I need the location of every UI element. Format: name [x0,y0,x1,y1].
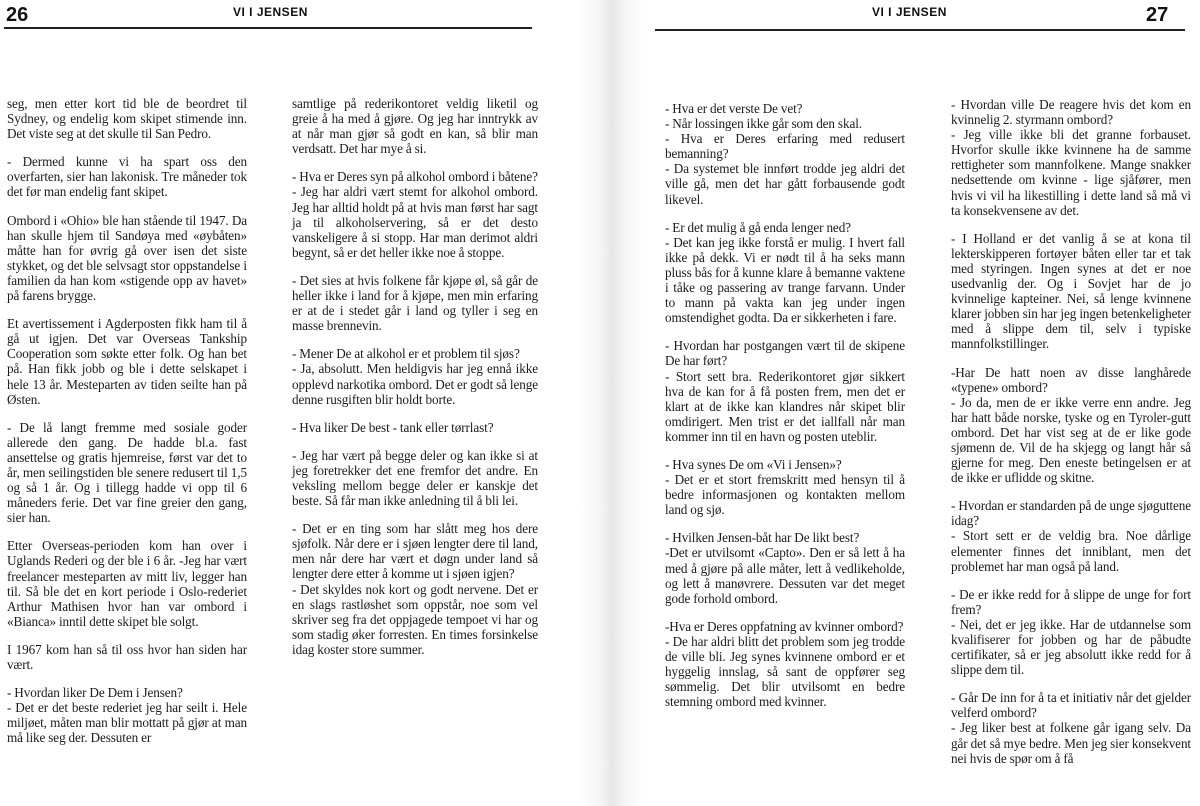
article-paragraph: - Dermed kunne vi ha spart oss den overfarten, sier han lakonisk. Tre måneder tok det før man endelig fant skipet. [7,154,247,200]
article-paragraph: - Hvordan liker De Dem i Jensen? - Det er det beste rederiet jeg har seilt i. Hele miljøet, måten man blir mottatt på gjør at man må like seg der. Dessuten er [7,685,247,746]
article-paragraph: - Hva er det verste De vet? - Når lossingen ikke går som den skal. - Hva er Deres erfaring med redusert bemanning? - Da systemet ble innført trodde jeg aldri det ville gå, men det har gått forbausende godt likevel. [665,101,905,207]
running-title-left: VI I JENSEN [233,5,308,19]
article-paragraph: - Jeg har vært på begge deler og kan ikke si at jeg foretrekker det ene fremfor det andre. En veksling mellom begge deler er kanskje det beste. Så får man ikke anledning til å bli lei. [292,447,538,509]
article-paragraph: - Det sies at hvis folkene får kjøpe øl, så går de heller ikke i land for å kjøpe, men min erfaring er at de i stedet går i land og tyller i seg en masse brennevin. [292,272,538,334]
article-paragraph: - Mener De at alkohol er et problem til sjøs? - Ja, absolutt. Men heldigvis har jeg ennå ikke opplevd narkotika ombord. Det er godt så lenge denne rusgiften blir holdt borte. [292,346,538,407]
article-paragraph: - Er det mulig å gå enda lenger ned? - Det kan jeg ikke forstå er mulig. I hvert fall ikke på dekk. Vi er nødt til å ha seks mann pluss bås for å kunne klare å bemanne vaktene i tåke og passering av trange farvann. Under to mann på vakta kan jeg under ingen omstendighet godta. Da er sikkerheten i fare. [665,219,905,326]
text-column-2 [292,96,538,657]
article-paragraph: seg, men etter kort tid ble de beordret til Sydney, og endelig kom skipet stimende inn. Det viste seg at det skulle til San Pedro. [7,96,247,142]
article-paragraph: - Det er en ting som har slått meg hos dere sjøfolk. Når dere er i sjøen lengter dere til land, men når dere har vært et døgn under land så lengter dere etter å komme ut i sjøen igjen? - Det skyldes nok kort og godt nervene. Det er en slags rastløshet som oppstår, noe som vel skriver seg fra det oppjagede tempoet vi har og som stadig øker forresten. En times forsinkelse idag koster store summer. [292,521,538,657]
text-column-4 [951,97,1191,766]
article-paragraph: - Hva er Deres syn på alkohol ombord i båtene? - Jeg har aldri vært stemt for alkohol ombord. Jeg har alltid holdt på at hvis man først har sagt ja til alkoholservering, så er det desto vanskeligere å si stopp. Har man derimot aldri begynt, så er det heller ikke noe å stoppe. [292,169,538,260]
article-paragraph: -Hva er Deres oppfatning av kvinner ombord? - De har aldri blitt det problem som jeg trodde de ville bli. Jeg synes kvinnene ombord er et hyggelig innslag, så sant de oppfører seg sømmelig. Det blir utvilsomt en bedre stemning ombord med kvinner. [665,618,905,710]
article-paragraph: - I Holland er det vanlig å se at kona til lekterskipperen fortøyer båten eller tar et tak med styringen. Ingen synes at det er noe usedvanlig der. Og i Sovjet har de jo kvinnelige kapteiner. Nei, så lenge kvinnene klarer jobben sin har jeg ingen betenkeligheter med å slippe dem til, selv i typiske mannfolkstillinger. [951,230,1191,352]
article-paragraph: samtlige på rederikontoret veldig liketil og greie å ha med å gjøre. Og jeg har inntrykk av at når man gjør så godt en kan, så blir man verdsatt. Det har mye å si. [292,96,538,157]
page-number-right: 27 [1146,4,1169,26]
article-paragraph: Ombord i «Ohio» ble han stående til 1947. Da han skulle hjem til Sandøya med «øybåten» måtte han for øvrig gå over isen det siste stykket, og det ble selvsagt stor oppstandelse i familien da han kom «stigende opp av havet» på farens brygge. [7,212,247,304]
article-paragraph: - Hva liker De best - tank eller tørrlast? [292,419,494,435]
article-paragraph: - Hvordan har postgangen vært til de skipene De har ført? - Stort sett bra. Rederikontoret gjør sikkert hva de kan for å få posten frem, men det er klart at de ikke kan klandres når skipet blir omdirigert. Men trist er det iallfall når man kommer inn til en havn og posten uteblir. [665,338,905,444]
article-paragraph: - Hvilken Jensen-båt har De likt best? -Det er utvilsomt «Capto». Den er så lett å ha med å gjøre på alle måter, lett å vedlikeholde, og lett å manøvrere. Dessuten var det meget gode forhold ombord. [665,530,905,606]
running-title-right: VI I JENSEN [872,5,947,19]
article-paragraph: -Har De hatt noen av disse langhårede «typene» ombord? - Jo da, men de er ikke verre enn andre. Jeg har hatt både norske, tyske og en Tyroler-gutt ombord. Det har vist seg at de er like gode sjømenn de. Vil de ha skjegg og langt hår så gjerne for meg. Den eneste betingelsen er at de ikke er uflidde og skitne. [951,364,1191,486]
page-gutter [580,0,644,806]
article-paragraph: Et avertissement i Agderposten fikk ham til å gå ut igjen. Det var Overseas Tankship Cooperation som søkte etter folk. Og han bet på. Han fikk jobb og ble i dette selskapet i hele 13 år. Mesteparten av tiden seilte han på Østen. [7,316,247,407]
article-paragraph: - Hvordan ville De reagere hvis det kom en kvinnelig 2. styrmann ombord? - Jeg ville ikke bli det granne forbauset. Hvorfor skulle ikke kvinnene ha de samme rettigheter som mannfolkene. Mange snakker nedsettende om kvinne - lige sjåfører, men hvis vi vil ha likestilling i dette land så må vi ta konsekvensene av det. [951,97,1191,218]
article-paragraph: - Hvordan er standarden på de unge sjøguttene idag? - Stort sett er de veldig bra. Noe dårlige elementer finnes det inniblant, men det problemet har man også på land. [951,498,1191,574]
article-paragraph: I 1967 kom han så til oss hvor han siden har vært. [7,641,247,672]
text-column-1 [7,96,247,745]
article-paragraph: - De lå langt fremme med sosiale goder allerede den gang. De hadde bl.a. fast ansettelse og gratis hjemreise, først var det to år, men seilingstiden ble senere redusert til 1,5 og så 1 år. Og i tillegg hadde vi opp til 6 måneders ferie. Det var fine greier den gang, sier han. [7,419,247,526]
article-paragraph: - Går De inn for å ta et initiativ når det gjelder velferd ombord? - Jeg liker best at folkene går igang selv. Da går det så mye bedre. Men jeg sier konsekvent nei hvis de spør om å få [951,690,1191,766]
article-paragraph: Etter Overseas-perioden kom han over i Uglands Rederi og der ble i 6 år. -Jeg har vært freelancer mesteparten av mitt liv, legger han til. Så ble det en kort periode i Oslo-rederiet Arthur Mathisen hvor han var ombord i «Bianca» inntil dette skipet ble solgt. [7,538,247,629]
text-column-3 [665,101,905,709]
header-rule-left [4,27,532,29]
header-rule-right [655,29,1185,31]
page-number-left: 26 [6,4,29,26]
article-paragraph: - Hva synes De om «Vi i Jensen»? - Det er et stort fremskritt med hensyn til å bedre informasjonen og kontakten mellom land og sjø. [665,456,905,518]
article-paragraph: - De er ikke redd for å slippe de unge for fort frem? - Nei, det er jeg ikke. Har de utdannelse som kvalifiserer for jobben og har de påbudte certifikater, så er jeg absolutt ikke redd for å slippe dem til. [951,586,1191,678]
